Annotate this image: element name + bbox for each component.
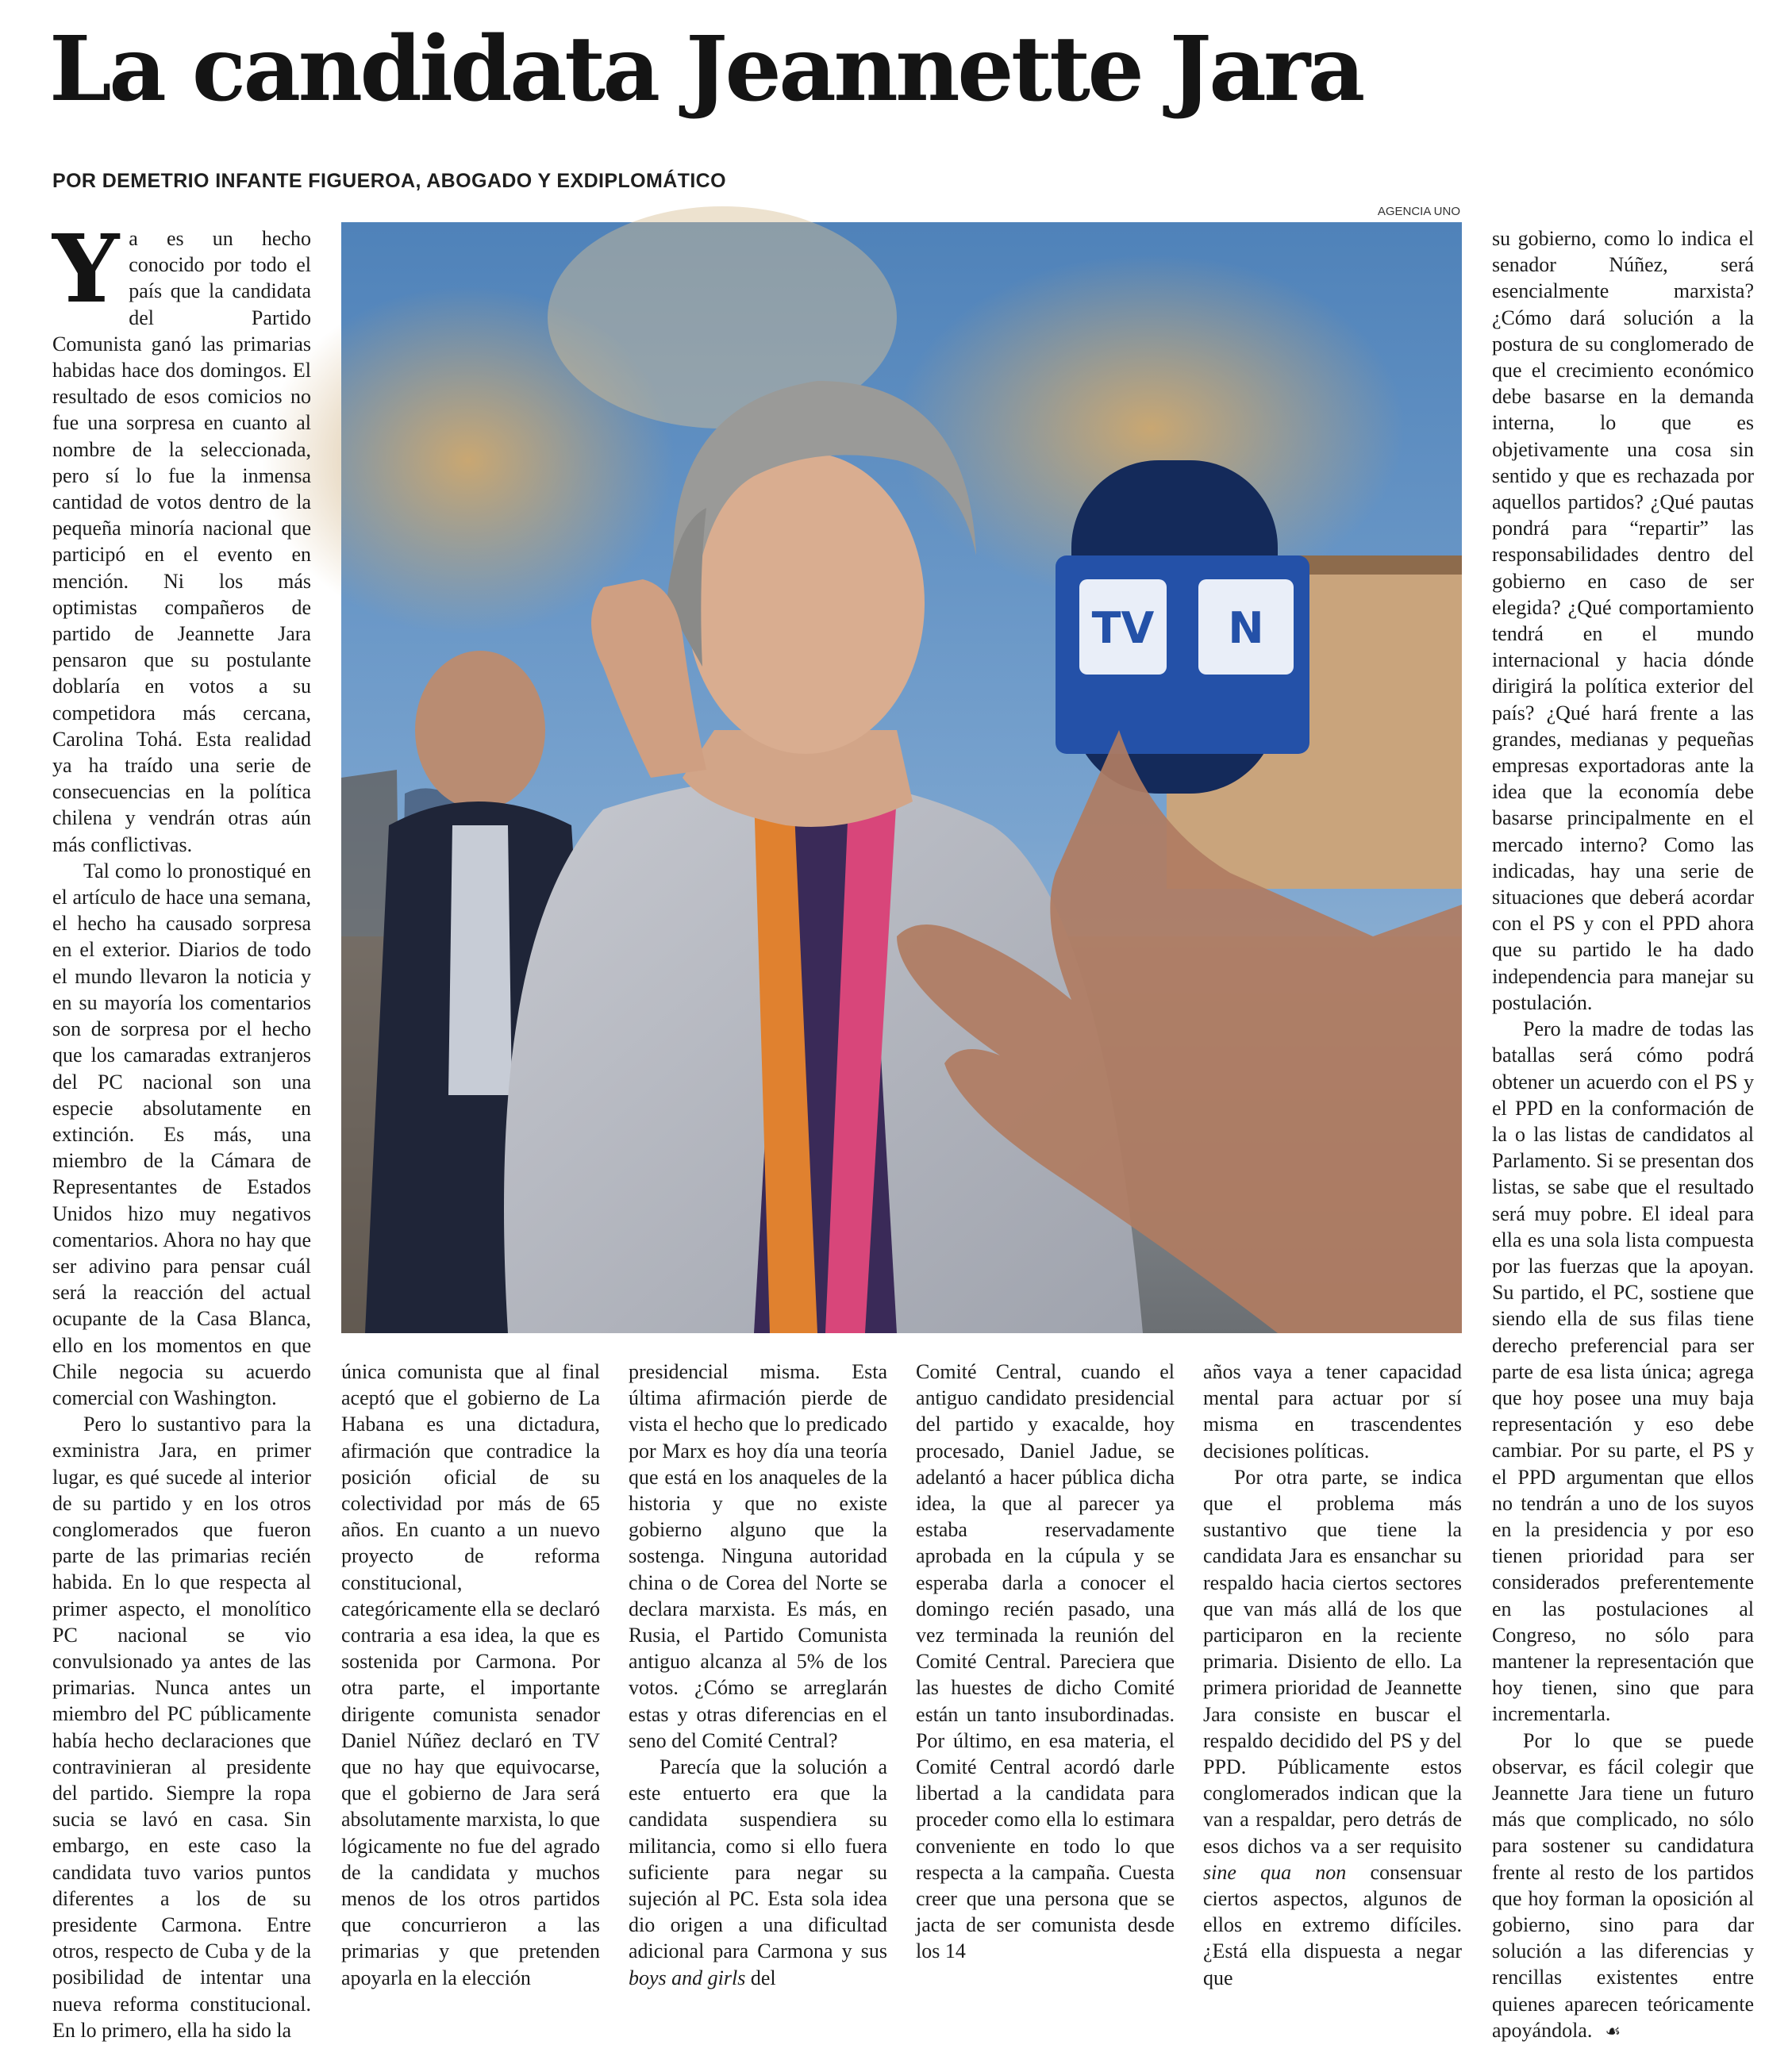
paragraph: Por otra parte, se indica que el problema más sustantivo que tiene la candidata Jara es ensanchar su respaldo hacia ciertos sectores que van más allá de los que participaron en la reciente primaria. Disiento de ello. La primera prioridad de Jeannette Jara consiste en buscar el respaldo decidido del PS y del PPD. Públicamente estos conglomerados indican que la van a respaldar, pero detrás de esos dichos va a ser requisito sine qua non consensuar ciertos aspectos, algunos de ellos en extremo difíciles. ¿Está ella dispuesta a negar que [1203, 1465, 1462, 1989]
paragraph: única comunista que al final aceptó que el gobierno de La Habana es una dictadura, afirmación que contradice la posición oficial de su colectividad por más de 65 años. En cuanto a un nuevo proyecto de reforma constitucional, categóricamente ella se declaró contraria a esa idea, la que es sostenida por Carmona. Por otra parte, el importante dirigente comunista senador Daniel Núñez declaró en TV que no hay que equivocarse, que el gobierno de Jara será absolutamente marxista, lo que lógicamente no fue del agrado de la candidata y muchos menos de los otros partidos que concurrieron a las primarias y que pretenden apoyarla en la elección [341, 1360, 600, 1989]
paragraph: presidencial misma. Esta última afirmación pierde de vista el hecho que lo predicado por Marx es hoy día una teoría que está en los anaqueles de la historia y que no existe gobierno alguno que la sostenga. Ninguna autoridad china o de Corea del Norte se declara marxista. Es más, en Rusia, el Partido Comunista antiguo alcanza al 5% de los votos. ¿Cómo se arreglarán estas y otras diferencias en el seno del Comité Central? [629, 1360, 887, 1752]
svg-text:TV: TV [1091, 603, 1155, 653]
paragraph: Ya es un hecho conocido por todo el país que la candidata del Partido Comunista ganó las primarias habidas hace dos domingos. El resultado de esos comicios no fue una sorpresa en cuanto al nombre de la seleccionada, pero sí lo fue la inmensa cantidad de votos dentro de la pequeña minoría nacional que participó en el evento en mención. Ni los más optimistas compañeros de partido de Jeannette Jara pensaron que su postulante doblaría en votos a su competidora más cercana, Carolina Tohá. Esta realidad ya ha traído una serie de consecuencias en la política chilena y vendrán otras aún más conflictivas. [52, 213, 311, 856]
paragraph: su gobierno, como lo indica el senador Núñez, será esencialmente marxista? ¿Cómo dará solución a la postura de su conglomerado de que el crecimiento económico debe basarse en la demanda interna, lo que es objetivamente una cosa sin sentido y que es rechazada por aquellos partidos? ¿Qué pautas pondrá para “repartir” las responsabilidades dentro del gobierno en caso de ser elegida? ¿Qué comportamiento tendrá en el mundo internacional y hacia dónde dirigirá la política exterior del país? ¿Qué hará frente a las grandes, medianas y pequeñas empresas exportadoras ante la idea que la economía debe basarse principalmente en el mercado interno? Como las indicadas, hay una serie de situaciones que deberá acordar con el PS y con el PPD ahora que su partido le ha dado independencia para manejar su postulación. [1492, 227, 1754, 1014]
column-3 [629, 1359, 887, 1989]
paragraph: Por lo que se puede observar, es fácil colegir que Jeannette Jara tiene un futuro más que complicado, no sólo para sostener su candidatura frente al resto de los partidos que hoy forman la oposición al gobierno, sino para dar solución a las diferencias y rencillas existentes entre quienes aparecen teóricamente apoyándola. ☙ [1492, 1728, 1754, 2042]
column-5 [1203, 1359, 1462, 1989]
paragraph: Parecía que la solución a este entuerto era que la candidata suspendiera su militancia, como si ello fuera suficiente para negar su sujeción al PC. Esta sola idea dio origen a una dificultad adicional para Carmona y sus boys and girls del [629, 1755, 887, 1989]
italic-phrase: boys and girls [629, 1966, 746, 1989]
column-6 [1492, 225, 1754, 2042]
paragraph: Pero lo sustantivo para la exministra Jara, en primer lugar, es qué sucede al interior de su partido y en los otros conglomerados que fueron parte de las primarias recién habida. En lo que respecta al primer aspecto, el monolítico PC nacional se vio convulsionado ya antes de las primarias. Nunca antes un miembro del PC públicamente había hecho declaraciones que contravinieran al presidente del partido. Siempre la ropa sucia se lavó en casa. Sin embargo, en este caso la candidata tuvo varios puntos diferentes a los de su presidente Carmona. Entre otros, respecto de Cuba y de la posibilidad de intentar una nueva reforma constitucional. En lo primero, ella ha sido la [52, 1413, 311, 2042]
paragraph: Comité Central, cuando el antiguo candidato presidencial del partido y exacalde, hoy procesado, Daniel Jadue, se adelantó a hacer pública dicha idea, la que al parecer ya estaba reservadamente aprobada en la cúpula y se esperaba darla a conocer el domingo recién pasado, una vez terminada la reunión del Comité Central. Pareciera que las huestes de dicho Comité están un tanto insubordinadas. Por último, en esa materia, el Comité Central acordó darle libertad a la candidata para proceder como ella lo estimara conveniente en todo lo que respecta a la campaña. Cuesta creer que una persona que se jacta de ser comunista desde los 14 [916, 1360, 1175, 1963]
drop-cap: Y [52, 213, 120, 324]
article-byline: POR DEMETRIO INFANTE FIGUEROA, ABOGADO Y EXDIPLOMÁTICO [52, 170, 726, 192]
paragraph: años vaya a tener capacidad mental para actuar por sí misma en trascendentes decisiones políticas. [1203, 1360, 1462, 1463]
paragraph: Pero la madre de todas las batallas será cómo podrá obtener un acuerdo con el PS y el PPD en la conformación de la o las listas de candidatos al Parlamento. Si se presentan dos listas, se sabe que el resultado será muy pobre. El ideal para ella es una sola lista compuesta por las fuerzas que la apoyan. Su partido, el PC, sostiene que siendo ella de sus filas tiene derecho preferencial para ser parte de esa lista única; agrega que hoy posee una muy baja representación y eso debe cambiar. Por su parte, el PS y el PPD argumentan que ellos no tendrán a uno de los suyos en la presidencia y por eso tienen prioridad para ser considerados preferentemente en las postulaciones al Congreso, no sólo para mantener la representación que hoy tienen, sino que para incrementarla. [1492, 1017, 1754, 1726]
photo-credit: AGENCIA UNO [1377, 205, 1460, 218]
article-photo [341, 222, 1462, 1333]
end-mark-icon: ☙ [1605, 2021, 1621, 2042]
paragraph: Tal como lo pronostiqué en el artículo de hace una semana, el hecho ha causado sorpresa en el exterior. Diarios de todo el mundo llevaron la noticia y en su mayoría los comentarios son de sorpresa por el hecho que los camaradas extranjeros del PC nacional son una especie absolutamente en extinción. Es más, una miembro de la Cámara de Representantes de Estados Unidos hizo muy negativos comentarios. Ahora no hay que ser adivino para pensar cuál será la reacción del actual ocupante de la Casa Blanca, ello en los momentos en que Chile negocia su acuerdo comercial con Washington. [52, 859, 311, 1409]
column-4 [916, 1359, 1175, 1963]
column-1 [52, 213, 311, 2042]
column-2 [341, 1359, 600, 1989]
italic-phrase: sine qua non [1203, 1860, 1347, 1884]
svg-text:N: N [1228, 603, 1264, 653]
article-headline: La candidata Jeannette Jara [49, 17, 1363, 121]
